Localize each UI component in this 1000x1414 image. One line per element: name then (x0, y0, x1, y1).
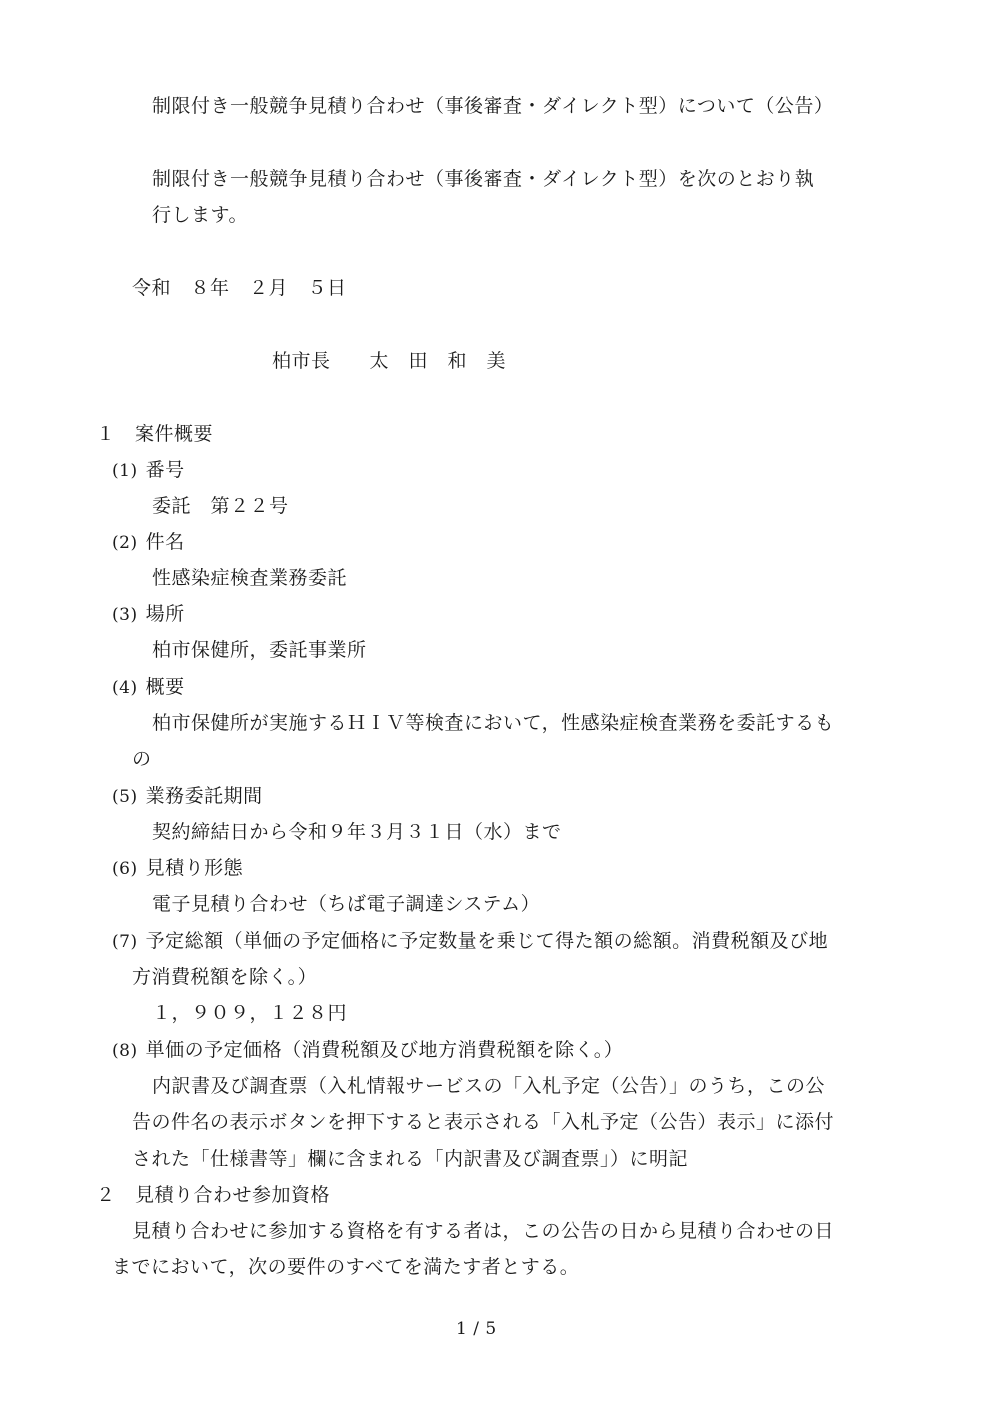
item-4-heading (112, 678, 185, 697)
item-6-number: (6) (112, 859, 138, 879)
item-7-label-line-2: 方消費税額を除く。） (132, 966, 318, 988)
item-1-label: 番号 (145, 459, 185, 481)
item-8-heading (112, 1041, 623, 1060)
item-7-value: １，９０９，１２８円 (152, 1002, 348, 1024)
item-5-value: 契約締結日から令和９年３月３１日（水）まで (152, 821, 562, 843)
intro-line-2: 行します。 (152, 204, 248, 226)
section-2-body-line-1: 見積り合わせに参加する資格を有する者は，この公告の日から見積り合わせの日 (132, 1220, 835, 1242)
item-5-number: (5) (112, 787, 138, 807)
item-4-label: 概要 (145, 676, 185, 698)
item-1-number: (1) (112, 461, 138, 481)
item-8-label: 単価の予定価格（消費税額及び地方消費税額を除く。） (145, 1039, 624, 1061)
section-2-heading: ２ 見積り合わせ参加資格 (96, 1184, 331, 1206)
item-2-label: 件名 (145, 531, 185, 553)
item-1-heading (112, 461, 185, 480)
item-7-heading (112, 932, 828, 951)
signatory: 柏市長 太 田 和 美 (272, 350, 507, 372)
item-5-heading (112, 787, 263, 806)
item-4-number: (4) (112, 678, 138, 698)
item-3-value: 柏市保健所，委託事業所 (152, 639, 367, 661)
page-number: 1 / 5 (456, 1319, 497, 1339)
notice-title: 制限付き一般競争見積り合わせ（事後審査・ダイレクト型）について（公告） (152, 95, 834, 117)
item-6-heading (112, 859, 243, 878)
item-4-value-line-2: の (132, 748, 152, 770)
section-2-body-line-2: までにおいて，次の要件のすべてを満たす者とする。 (112, 1256, 580, 1278)
item-3-heading (112, 605, 185, 624)
item-6-value: 電子見積り合わせ（ちば電子調達システム） (152, 893, 541, 915)
item-3-label: 場所 (145, 603, 185, 625)
item-3-number: (3) (112, 605, 138, 625)
item-1-value: 委託 第２２号 (152, 495, 289, 517)
section-1-heading: １ 案件概要 (96, 423, 214, 445)
item-5-label: 業務委託期間 (145, 785, 263, 807)
item-2-number: (2) (112, 533, 138, 553)
item-8-value-line-2: 告の件名の表示ボタンを押下すると表示される「入札予定（公告）表示」に添付 (132, 1111, 835, 1133)
item-7-label-line-1: 予定総額（単価の予定価格に予定数量を乗じて得た額の総額。消費税額及び地 (145, 930, 829, 952)
item-8-value-line-3: された「仕様書等」欄に含まれる「内訳書及び調査票」）に明記 (132, 1148, 689, 1170)
item-6-label: 見積り形態 (145, 857, 244, 879)
item-4-value-line-1: 柏市保健所が実施するＨＩＶ等検査において，性感染症検査業務を委託するも (152, 712, 835, 734)
item-2-value: 性感染症検査業務委託 (152, 567, 348, 589)
item-8-value-line-1: 内訳書及び調査票（入札情報サービスの「入札予定（公告）」のうち，この公 (152, 1075, 826, 1097)
item-8-number: (8) (112, 1041, 138, 1061)
item-2-heading (112, 533, 185, 552)
item-7-number: (7) (112, 932, 138, 952)
intro-line-1: 制限付き一般競争見積り合わせ（事後審査・ダイレクト型）を次のとおり執 (152, 168, 815, 190)
issue-date: 令和 ８年 ２月 ５日 (132, 277, 347, 299)
